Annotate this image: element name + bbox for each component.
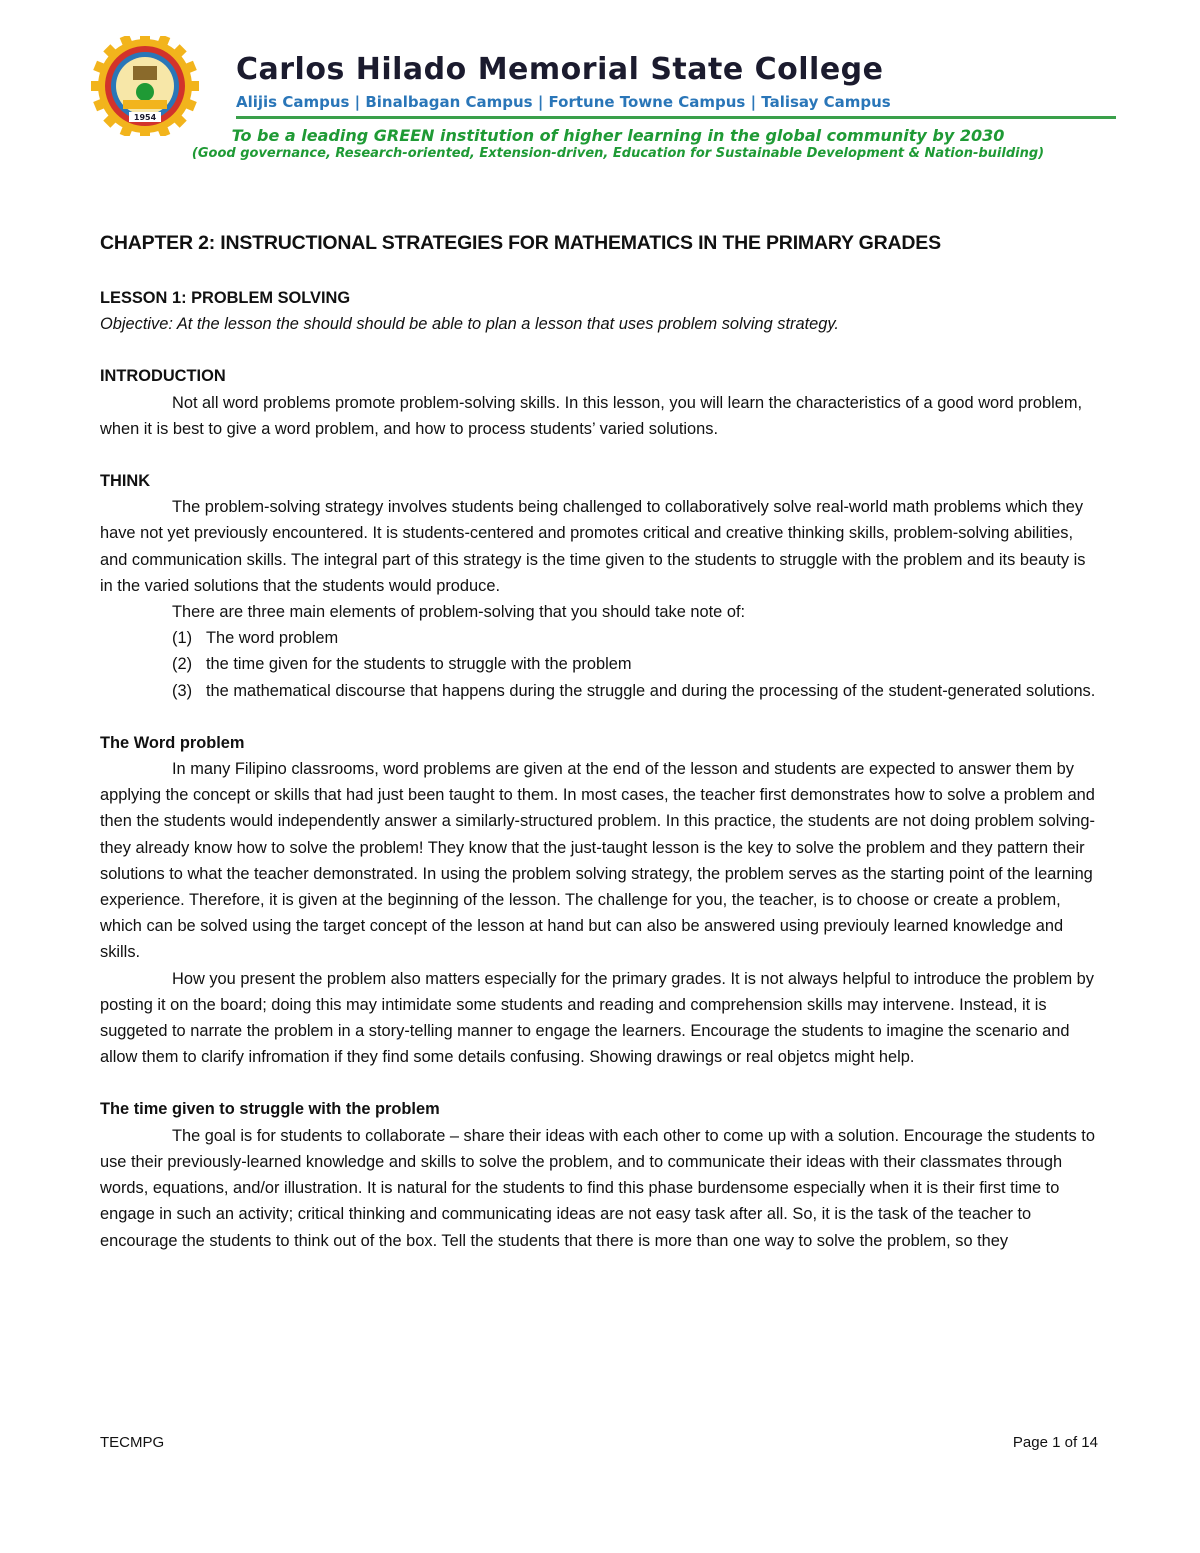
campus-list: Alijis Campus | Binalbagan Campus | Fortune Towne Campus | Talisay Campus bbox=[236, 93, 891, 111]
think-heading: THINK bbox=[100, 472, 151, 491]
spacer bbox=[100, 337, 1100, 363]
elements-list bbox=[100, 625, 1100, 704]
word-problem-paragraph: In many Filipino classrooms, word problems are given at the end of the lesson and students are expected to answer them by applying the concept or skills that had just been taught to them. In most cases, the teacher first demonstrates how to solve a problem and then the students would independently answer a similarly-structured problem. In this practice, the students are not doing problem solving- they already know how to solve the problem! They know that the just-taught lesson is the key to solve the problem and they pattern their solutions to what the teacher demonstrated. In using the problem solving strategy, the problem serves as the starting point of the learning experience. Therefore, it is given at the beginning of the lesson. The challenge for you, the teacher, is to choose or create a problem, which can be solved using the target concept of the lesson at hand but can also be answered using previouly learned knowledge and skills. bbox=[100, 760, 1095, 962]
footer-course-code: TECMPG bbox=[100, 1434, 165, 1451]
time-given-heading: The time given to struggle with the problem bbox=[100, 1100, 440, 1119]
vision-pillars: (Good governance, Research-oriented, Extension-driven, Education for Sustainable Development & Nation-building) bbox=[191, 146, 1045, 161]
list-item-number: (1) bbox=[172, 629, 193, 648]
spacer bbox=[100, 442, 1100, 468]
list-item-text: The word problem bbox=[206, 629, 339, 648]
lesson-objective: Objective: At the lesson the should should be able to plan a lesson that uses problem solving strategy. bbox=[100, 315, 839, 334]
word-problem-presentation-paragraph: How you present the problem also matters especially for the primary grades. It is not always helpful to introduce the problem by posting it on the board; doing this may intimidate some students and reading and comprehension skills may intervene. Instead, it is suggeted to narrate the problem in a story-telling manner to engage the learners. Encourage the students to imagine the scenario and allow them to clarify infromation if they find some details confusing. Showing drawings or real objetcs might help. bbox=[100, 969, 1094, 1067]
footer-page-number: Page 1 of 14 bbox=[1012, 1434, 1098, 1451]
think-elements-intro: There are three main elements of problem-solving that you should take note of: bbox=[172, 603, 746, 622]
list-item-number: (2) bbox=[172, 655, 193, 674]
list-item-text: the mathematical discourse that happens during the struggle and during the processing of the student-generated solutions. bbox=[206, 681, 1096, 700]
list-item-number: (3) bbox=[172, 681, 193, 700]
spacer bbox=[100, 704, 1100, 730]
think-paragraph: The problem-solving strategy involves students being challenged to collaboratively solve real-world math problems which they have not yet previously encountered. It is students-centered and promotes critical and creative thinking skills, problem-solving abilities, and communication skills. The integral part of this strategy is the time given to the students to struggle with the problem and its beauty is in the varied solutions that the students would produce. bbox=[100, 498, 1086, 595]
college-seal-logo bbox=[70, 36, 220, 136]
list-item bbox=[100, 678, 1100, 704]
list-item-text: the time given for the students to struggle with the problem bbox=[206, 655, 632, 674]
introduction-paragraph: Not all word problems promote problem-solving skills. In this lesson, you will learn the characteristics of a good word problem, when it is best to give a word problem, and how to process students’ varied solutions. bbox=[100, 393, 1083, 438]
document-header bbox=[0, 0, 1200, 170]
chapter-title: CHAPTER 2: INSTRUCTIONAL STRATEGIES FOR MATHEMATICS IN THE PRIMARY GRADES bbox=[100, 232, 941, 254]
svg-text:1954: 1954 bbox=[133, 113, 157, 122]
lesson-title: LESSON 1: PROBLEM SOLVING bbox=[100, 289, 351, 307]
spacer bbox=[100, 1070, 1100, 1096]
list-item bbox=[100, 625, 1100, 651]
list-item bbox=[100, 651, 1100, 677]
college-name: Carlos Hilado Memorial State College bbox=[236, 52, 884, 87]
word-problem-heading: The Word problem bbox=[100, 733, 245, 752]
time-given-paragraph: The goal is for students to collaborate – share their ideas with each other to come up with a solution. Encourage the students to use their previously-learned knowledge and skills to solve the problem, and to communicate their ideas with their classmates through words, equations, and/or illustration. It is natural for the students to find this phase burdensome especially when it is their first time to engage in such an activity; critical thinking and communicating ideas are not easy task after all. So, it is the task of the teacher to encourage the students to think out of the box. Tell the students that there is more than one way to solve the problem, so they bbox=[100, 1126, 1095, 1250]
header-divider bbox=[236, 116, 1116, 119]
document-body bbox=[100, 228, 1100, 1254]
introduction-heading: INTRODUCTION bbox=[100, 367, 226, 386]
vision-statement: To be a leading GREEN institution of higher learning in the global community by 2030 bbox=[231, 126, 1005, 145]
